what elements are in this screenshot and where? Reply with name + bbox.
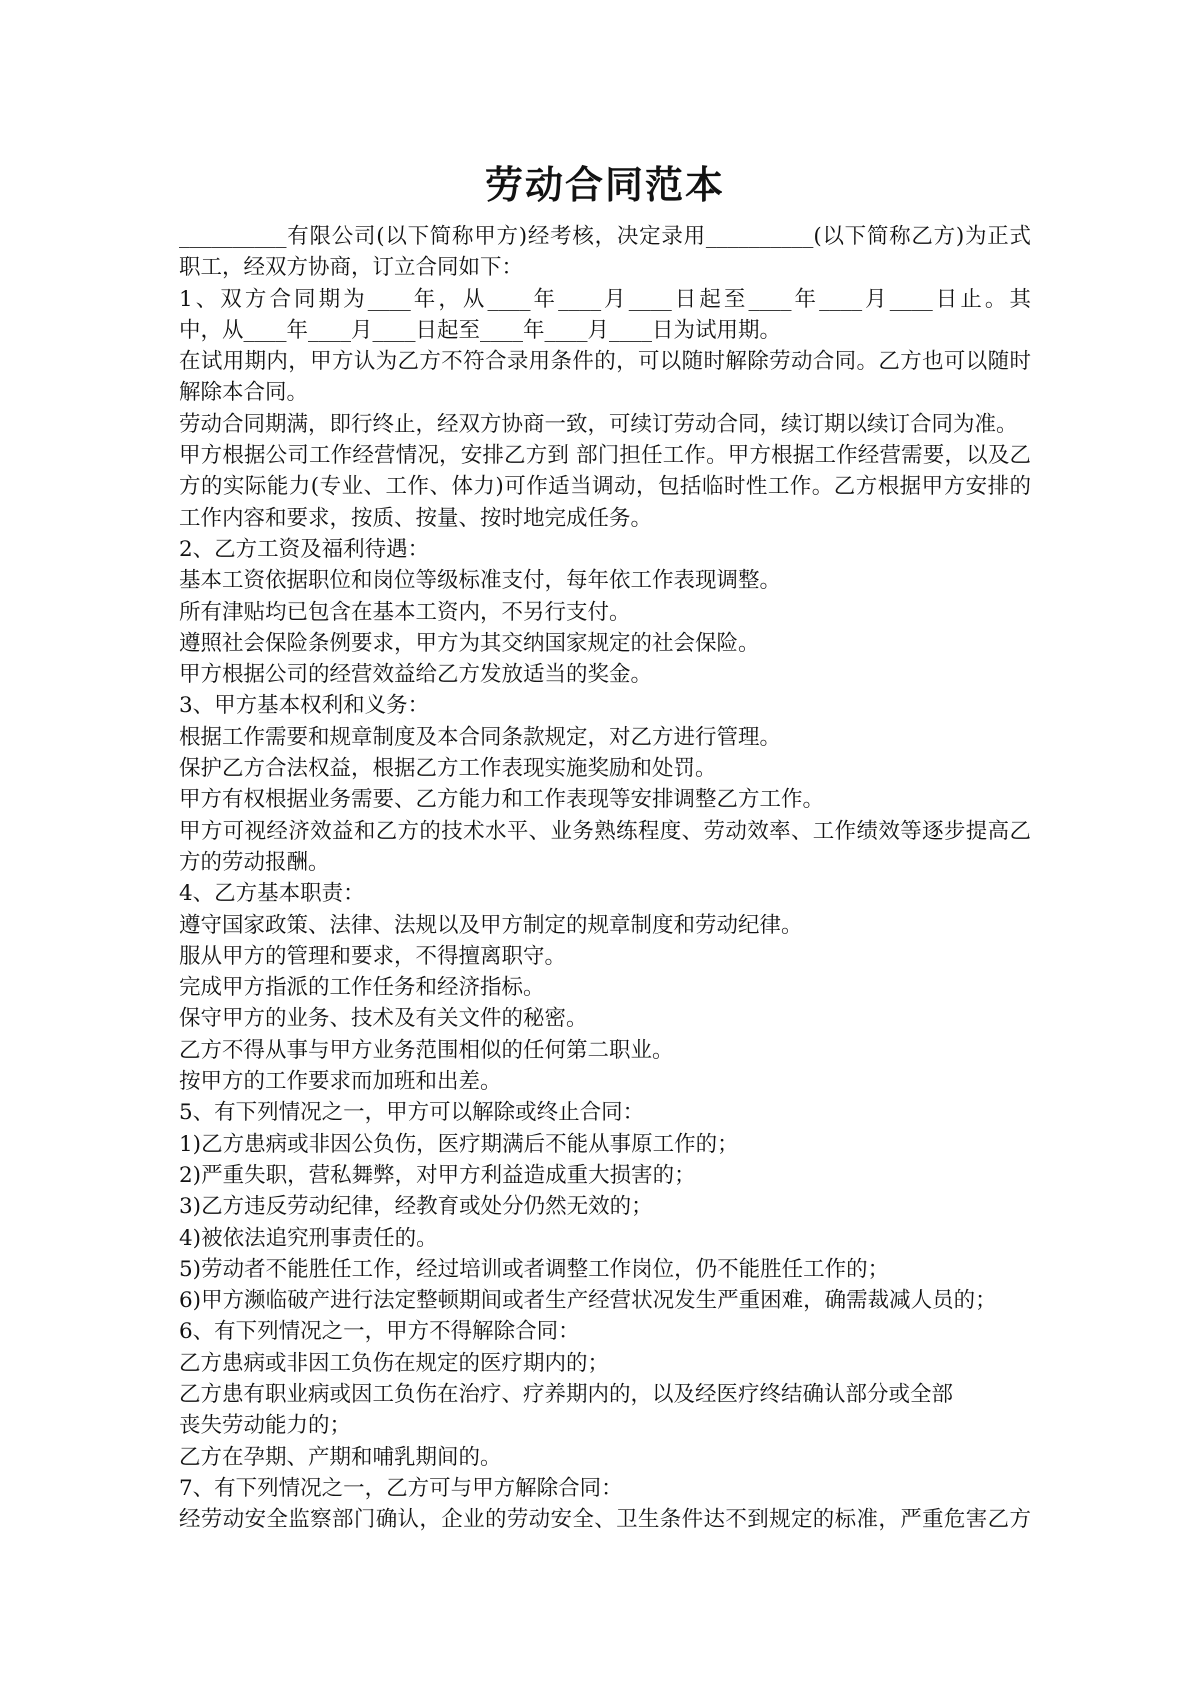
contract-line-14: 遵照社会保险条例要求，甲方为其交纳国家规定的社会保险。: [179, 630, 760, 656]
contract-line-9: 方的实际能力(专业、工作、体力)可作适当调动，包括临时性工作。乙方根据甲方安排的: [179, 474, 1031, 500]
contract-line-33: 4)被依法追究刑事责任的。: [179, 1225, 438, 1251]
contract-line-11: 2、乙方工资及福利待遇：: [179, 536, 430, 562]
contract-line-29: 5、有下列情况之一，甲方可以解除或终止合同：: [179, 1100, 645, 1126]
contract-line-35: 6)甲方濒临破产进行法定整顿期间或者生产经营状况发生严重困难，确需裁减人员的；: [179, 1288, 997, 1314]
contract-line-21: 方的劳动报酬。: [179, 849, 330, 875]
contract-line-37: 乙方患病或非因工负伤在规定的医疗期内的；: [179, 1350, 610, 1376]
contract-line-40: 乙方在孕期、产期和哺乳期间的。: [179, 1444, 502, 1470]
contract-line-41: 7、有下列情况之一，乙方可与甲方解除合同：: [179, 1475, 623, 1501]
contract-line-17: 根据工作需要和规章制度及本合同条款规定，对乙方进行管理。: [179, 724, 782, 750]
contract-line-23: 遵守国家政策、法律、法规以及甲方制定的规章制度和劳动纪律。: [179, 912, 803, 938]
contract-line-10: 工作内容和要求，按质、按量、按时地完成任务。: [179, 505, 653, 531]
contract-line-32: 3)乙方违反劳动纪律，经教育或处分仍然无效的；: [179, 1194, 653, 1220]
contract-line-27: 乙方不得从事与甲方业务范围相似的任何第二职业。: [179, 1037, 674, 1063]
contract-line-15: 甲方根据公司的经营效益给乙方发放适当的奖金。: [179, 662, 653, 688]
contract-line-5: 在试用期内，甲方认为乙方不符合录用条件的，可以随时解除劳动合同。乙方也可以随时: [179, 349, 1031, 375]
contract-line-39: 丧失劳动能力的；: [179, 1413, 352, 1439]
contract-line-25: 完成甲方指派的工作任务和经济指标。: [179, 975, 545, 1001]
contract-page: [179, 162, 1031, 1535]
contract-line-18: 保护乙方合法权益，根据乙方工作表现实施奖励和处罚。: [179, 756, 717, 782]
contract-line-3: 1、双方合同期为____年，从____年____月____日起至____年____月____日止。其: [179, 286, 1031, 312]
contract-line-24: 服从甲方的管理和要求，不得擅离职守。: [179, 943, 567, 969]
contract-line-42: 经劳动安全监察部门确认，企业的劳动安全、卫生条件达不到规定的标准，严重危害乙方: [179, 1507, 1031, 1533]
contract-line-13: 所有津贴均已包含在基本工资内，不另行支付。: [179, 599, 631, 625]
contract-line-34: 5)劳动者不能胜任工作，经过培训或者调整工作岗位，仍不能胜任工作的；: [179, 1256, 890, 1282]
contract-body: [179, 221, 1031, 1535]
contract-line-7: 劳动合同期满，即行终止，经双方协商一致，可续订劳动合同，续订期以续订合同为准。: [179, 411, 1018, 437]
contract-line-2: 职工，经双方协商，订立合同如下：: [179, 255, 524, 281]
contract-line-1: __________有限公司(以下简称甲方)经考核，决定录用__________(以下简称乙方)为正式: [179, 224, 1031, 249]
contract-line-6: 解除本合同。: [179, 380, 309, 406]
contract-line-22: 4、乙方基本职责：: [179, 881, 365, 907]
contract-line-31: 2)严重失职，营私舞弊，对甲方利益造成重大损害的；: [179, 1162, 696, 1188]
document-title: 劳动合同范本: [484, 162, 725, 207]
contract-line-16: 3、甲方基本权利和义务：: [179, 693, 430, 719]
contract-line-4: 中，从____年____月____日起至____年____月____日为试用期。: [179, 317, 782, 343]
contract-line-36: 6、有下列情况之一，甲方不得解除合同：: [179, 1319, 580, 1345]
contract-line-38: 乙方患有职业病或因工负伤在治疗、疗养期内的，以及经医疗终结确认部分或全部: [179, 1381, 954, 1407]
contract-line-26: 保守甲方的业务、技术及有关文件的秘密。: [179, 1006, 588, 1032]
contract-line-28: 按甲方的工作要求而加班和出差。: [179, 1069, 502, 1095]
contract-line-30: 1)乙方患病或非因公负伤，医疗期满后不能从事原工作的；: [179, 1131, 739, 1157]
contract-line-12: 基本工资依据职位和岗位等级标准支付，每年依工作表现调整。: [179, 568, 782, 594]
contract-line-8: 甲方根据公司工作经营情况，安排乙方到 部门担任工作。甲方根据工作经营需要，以及乙: [179, 443, 1031, 469]
contract-line-19: 甲方有权根据业务需要、乙方能力和工作表现等安排调整乙方工作。: [179, 787, 825, 813]
contract-line-20: 甲方可视经济效益和乙方的技术水平、业务熟练程度、劳动效率、工作绩效等逐步提高乙: [179, 818, 1031, 844]
